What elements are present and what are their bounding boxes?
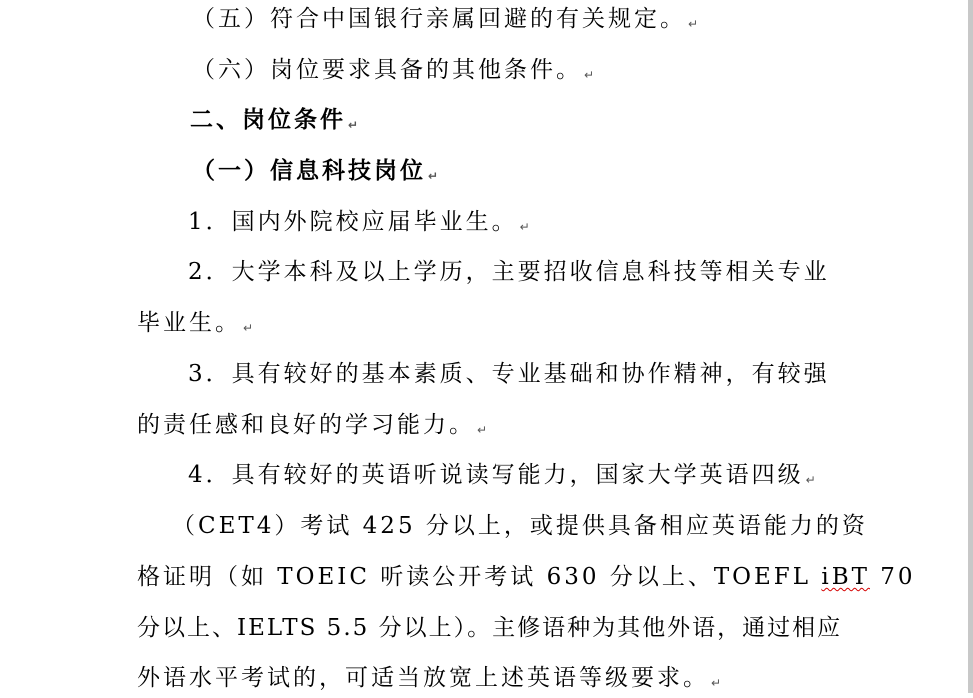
spellcheck-flagged-word: iBT xyxy=(821,564,870,590)
requirement-1: 1．国内外院校应届毕业生。 ↵ xyxy=(188,209,530,235)
paragraph-mark-icon: ↵ xyxy=(428,169,439,183)
paragraph-item-6: （六）岗位要求具备的其他条件。 ↵ xyxy=(192,57,595,83)
paragraph-item-5: （五）符合中国银行亲属回避的有关规定。 ↵ xyxy=(192,6,699,32)
paragraph-mark-icon: ↵ xyxy=(584,68,595,82)
paragraph-mark-icon: ↵ xyxy=(348,118,359,132)
paragraph-mark-icon: ↵ xyxy=(688,17,699,31)
requirement-3-line-2: 的责任感和良好的学习能力。 ↵ xyxy=(137,412,488,438)
subsection-heading: （一）信息科技岗位 ↵ xyxy=(192,157,439,184)
paragraph-mark-icon: ↵ xyxy=(243,321,254,335)
paragraph-mark-icon: ↵ xyxy=(805,473,816,487)
paragraph-mark-icon: ↵ xyxy=(711,676,722,690)
requirement-4-line-2: （CET4）考试 425 分以上，或提供具备相应英语能力的资 xyxy=(172,513,868,539)
requirement-2-line-1: 2．大学本科及以上学历，主要招收信息科技等相关专业 xyxy=(188,259,830,285)
section-heading: 二、岗位条件 ↵ xyxy=(190,106,359,133)
requirement-4-line-1: 4．具有较好的英语听说读写能力，国家大学英语四级 ↵ xyxy=(188,462,816,488)
page-edge xyxy=(968,0,973,693)
requirement-4-line-4: 分以上、IELTS 5.5 分以上）。主修语种为其他外语，通过相应 xyxy=(137,615,843,641)
requirement-3-line-1: 3．具有较好的基本素质、专业基础和协作精神，有较强 xyxy=(188,361,830,387)
paragraph-mark-icon: ↵ xyxy=(519,220,530,234)
requirement-2-line-2: 毕业生。 ↵ xyxy=(137,310,254,336)
requirement-4-line-3: 格证明（如 TOEIC 听读公开考试 630 分以上、TOEFL iBT 70 xyxy=(137,564,916,590)
paragraph-mark-icon: ↵ xyxy=(477,423,488,437)
requirement-4-line-5: 外语水平考试的，可适当放宽上述英语等级要求。 ↵ xyxy=(137,665,722,691)
